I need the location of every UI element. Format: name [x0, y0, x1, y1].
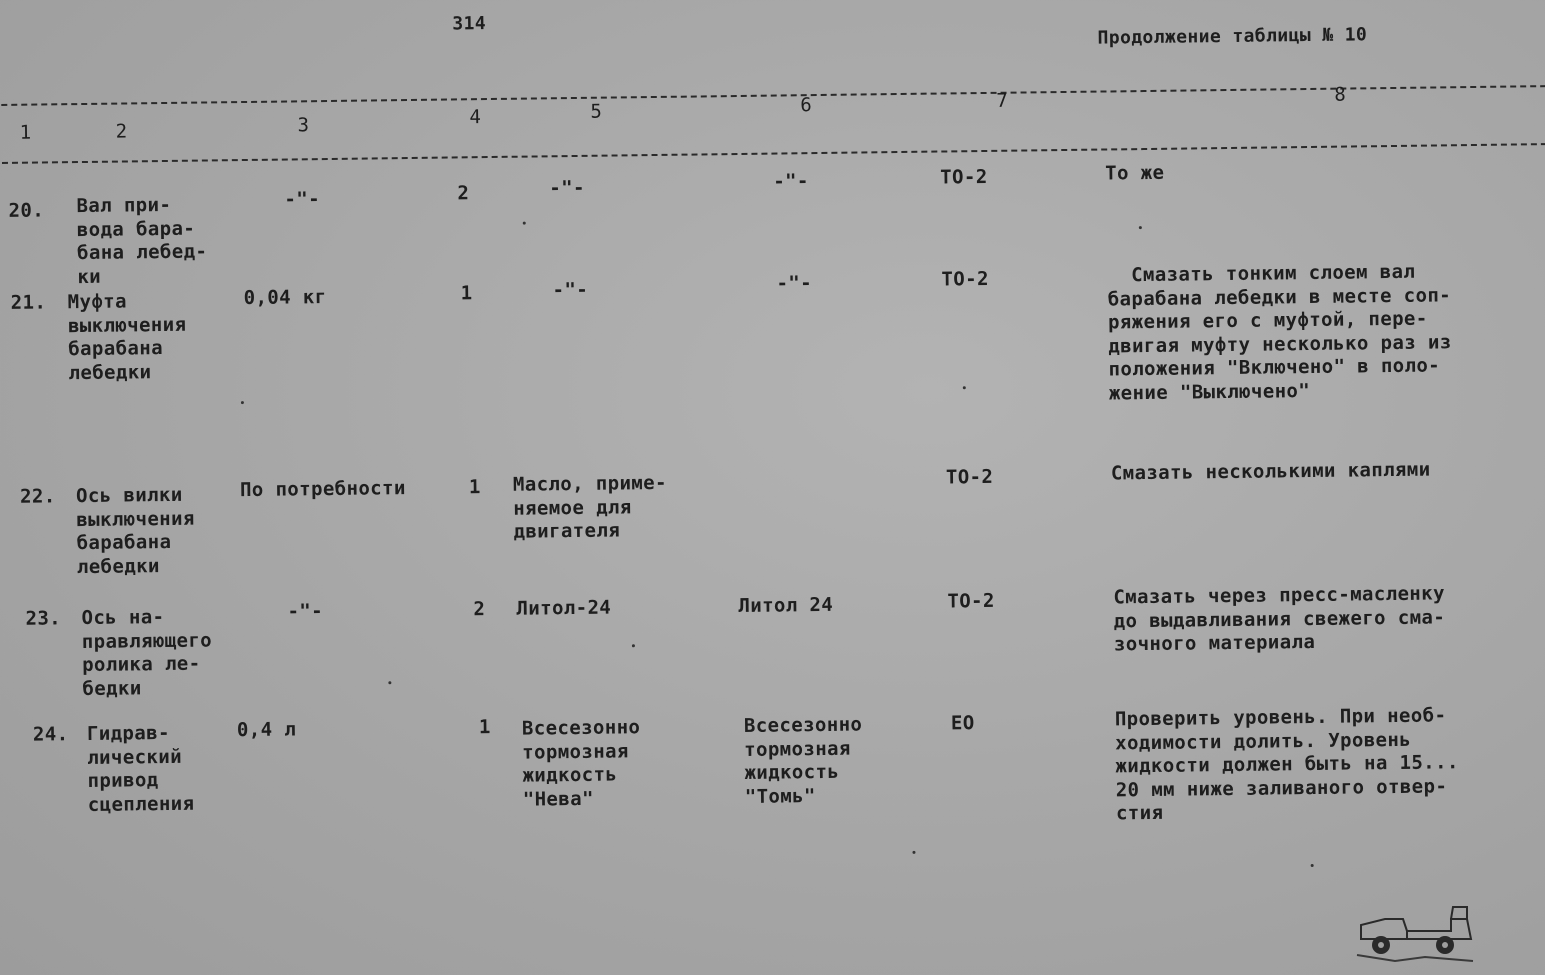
component-name: Ось на- правляющего ролика ле- бедки	[81, 606, 213, 700]
column-number: 4	[469, 106, 482, 129]
lubricant-alternative: -"-	[773, 170, 809, 193]
maintenance-type: ТО-2	[941, 267, 989, 291]
scan-speck	[388, 681, 391, 684]
column-number: 8	[1334, 83, 1347, 106]
column-number: 5	[590, 100, 603, 123]
procedure-note: Смазать тонким слоем вал барабана лебедки в месте соп- ряжения его с муфтой, пере- двигая муфту несколько раз из положения "Включено" в поло- жение "Выключено"	[1107, 260, 1452, 404]
lubricant-alternative: Всесезонно тормозная жидкость "Томь"	[743, 713, 863, 808]
component-name: Гидрав- лический привод сцепления	[86, 721, 195, 816]
column-number: 6	[800, 94, 813, 117]
row-number: 21.	[10, 291, 47, 314]
lubrication-points: 2	[473, 598, 486, 621]
lubricant-main: -"-	[552, 278, 589, 302]
lubricant-amount: 0,4 л	[236, 718, 297, 742]
lubrication-points: 1	[460, 282, 473, 305]
column-number: 1	[19, 121, 32, 144]
lubricant-main: Литол-24	[516, 596, 612, 620]
procedure-note: Смазать несколькими каплями	[1110, 458, 1431, 485]
lubricant-main: -"-	[549, 176, 586, 200]
maintenance-type: ТО-2	[940, 165, 988, 189]
truck-logo-icon	[1355, 895, 1475, 967]
column-number: 7	[996, 89, 1009, 112]
row-number: 22.	[19, 485, 56, 508]
header-dashed-rule	[2, 143, 1545, 164]
procedure-note: То же	[1105, 161, 1165, 185]
lubrication-points: 2	[457, 182, 470, 205]
procedure-note: Проверить уровень. При необ- ходимости долить. Уровень жидкости должен быть на 15... 20 мм ниже заливаного отвер- стия	[1114, 704, 1459, 825]
page-number: 314	[452, 13, 487, 35]
scan-speck	[523, 222, 526, 225]
top-dashed-rule	[1, 85, 1545, 106]
lubricant-amount: По потребности	[239, 477, 406, 502]
component-name: Муфта выключения барабана лебедки	[67, 290, 187, 384]
maintenance-type: ТО-2	[947, 589, 995, 613]
component-name: Вал при- вода бара- бана лебед- ки	[76, 193, 208, 288]
scan-speck	[241, 401, 244, 404]
scan-speck	[963, 386, 966, 389]
lubricant-amount: 0,04 кг	[243, 286, 327, 310]
component-name: Ось вилки выключения барабана лебедки	[75, 483, 195, 578]
scan-speck	[632, 644, 635, 647]
lubrication-points: 1	[478, 716, 491, 739]
scan-speck	[912, 851, 915, 854]
row-number: 23.	[25, 607, 62, 630]
column-number: 2	[115, 120, 128, 143]
scan-speck	[1311, 864, 1314, 867]
lubricant-amount: -"-	[287, 600, 324, 623]
procedure-note: Смазать через пресс-масленку до выдавливания свежего сма- зочного материала	[1113, 582, 1446, 656]
scan-speck	[1139, 226, 1142, 229]
row-number: 24.	[32, 723, 69, 746]
lubricant-alternative: Литол 24	[738, 593, 834, 618]
maintenance-type: ТО-2	[945, 465, 994, 489]
column-number: 3	[297, 114, 310, 137]
lubrication-points: 1	[468, 476, 481, 499]
maintenance-type: ЕО	[950, 712, 975, 735]
lubricant-main: Масло, приме- няемое для двигателя	[512, 471, 668, 543]
lubricant-amount: -"-	[284, 188, 321, 211]
table-continuation-title: Продолжение таблицы № 10	[1097, 24, 1368, 49]
lubricant-alternative: -"-	[776, 272, 813, 295]
row-number: 20.	[8, 199, 45, 222]
lubricant-main: Всесезонно тормозная жидкость "Нева"	[521, 716, 641, 811]
